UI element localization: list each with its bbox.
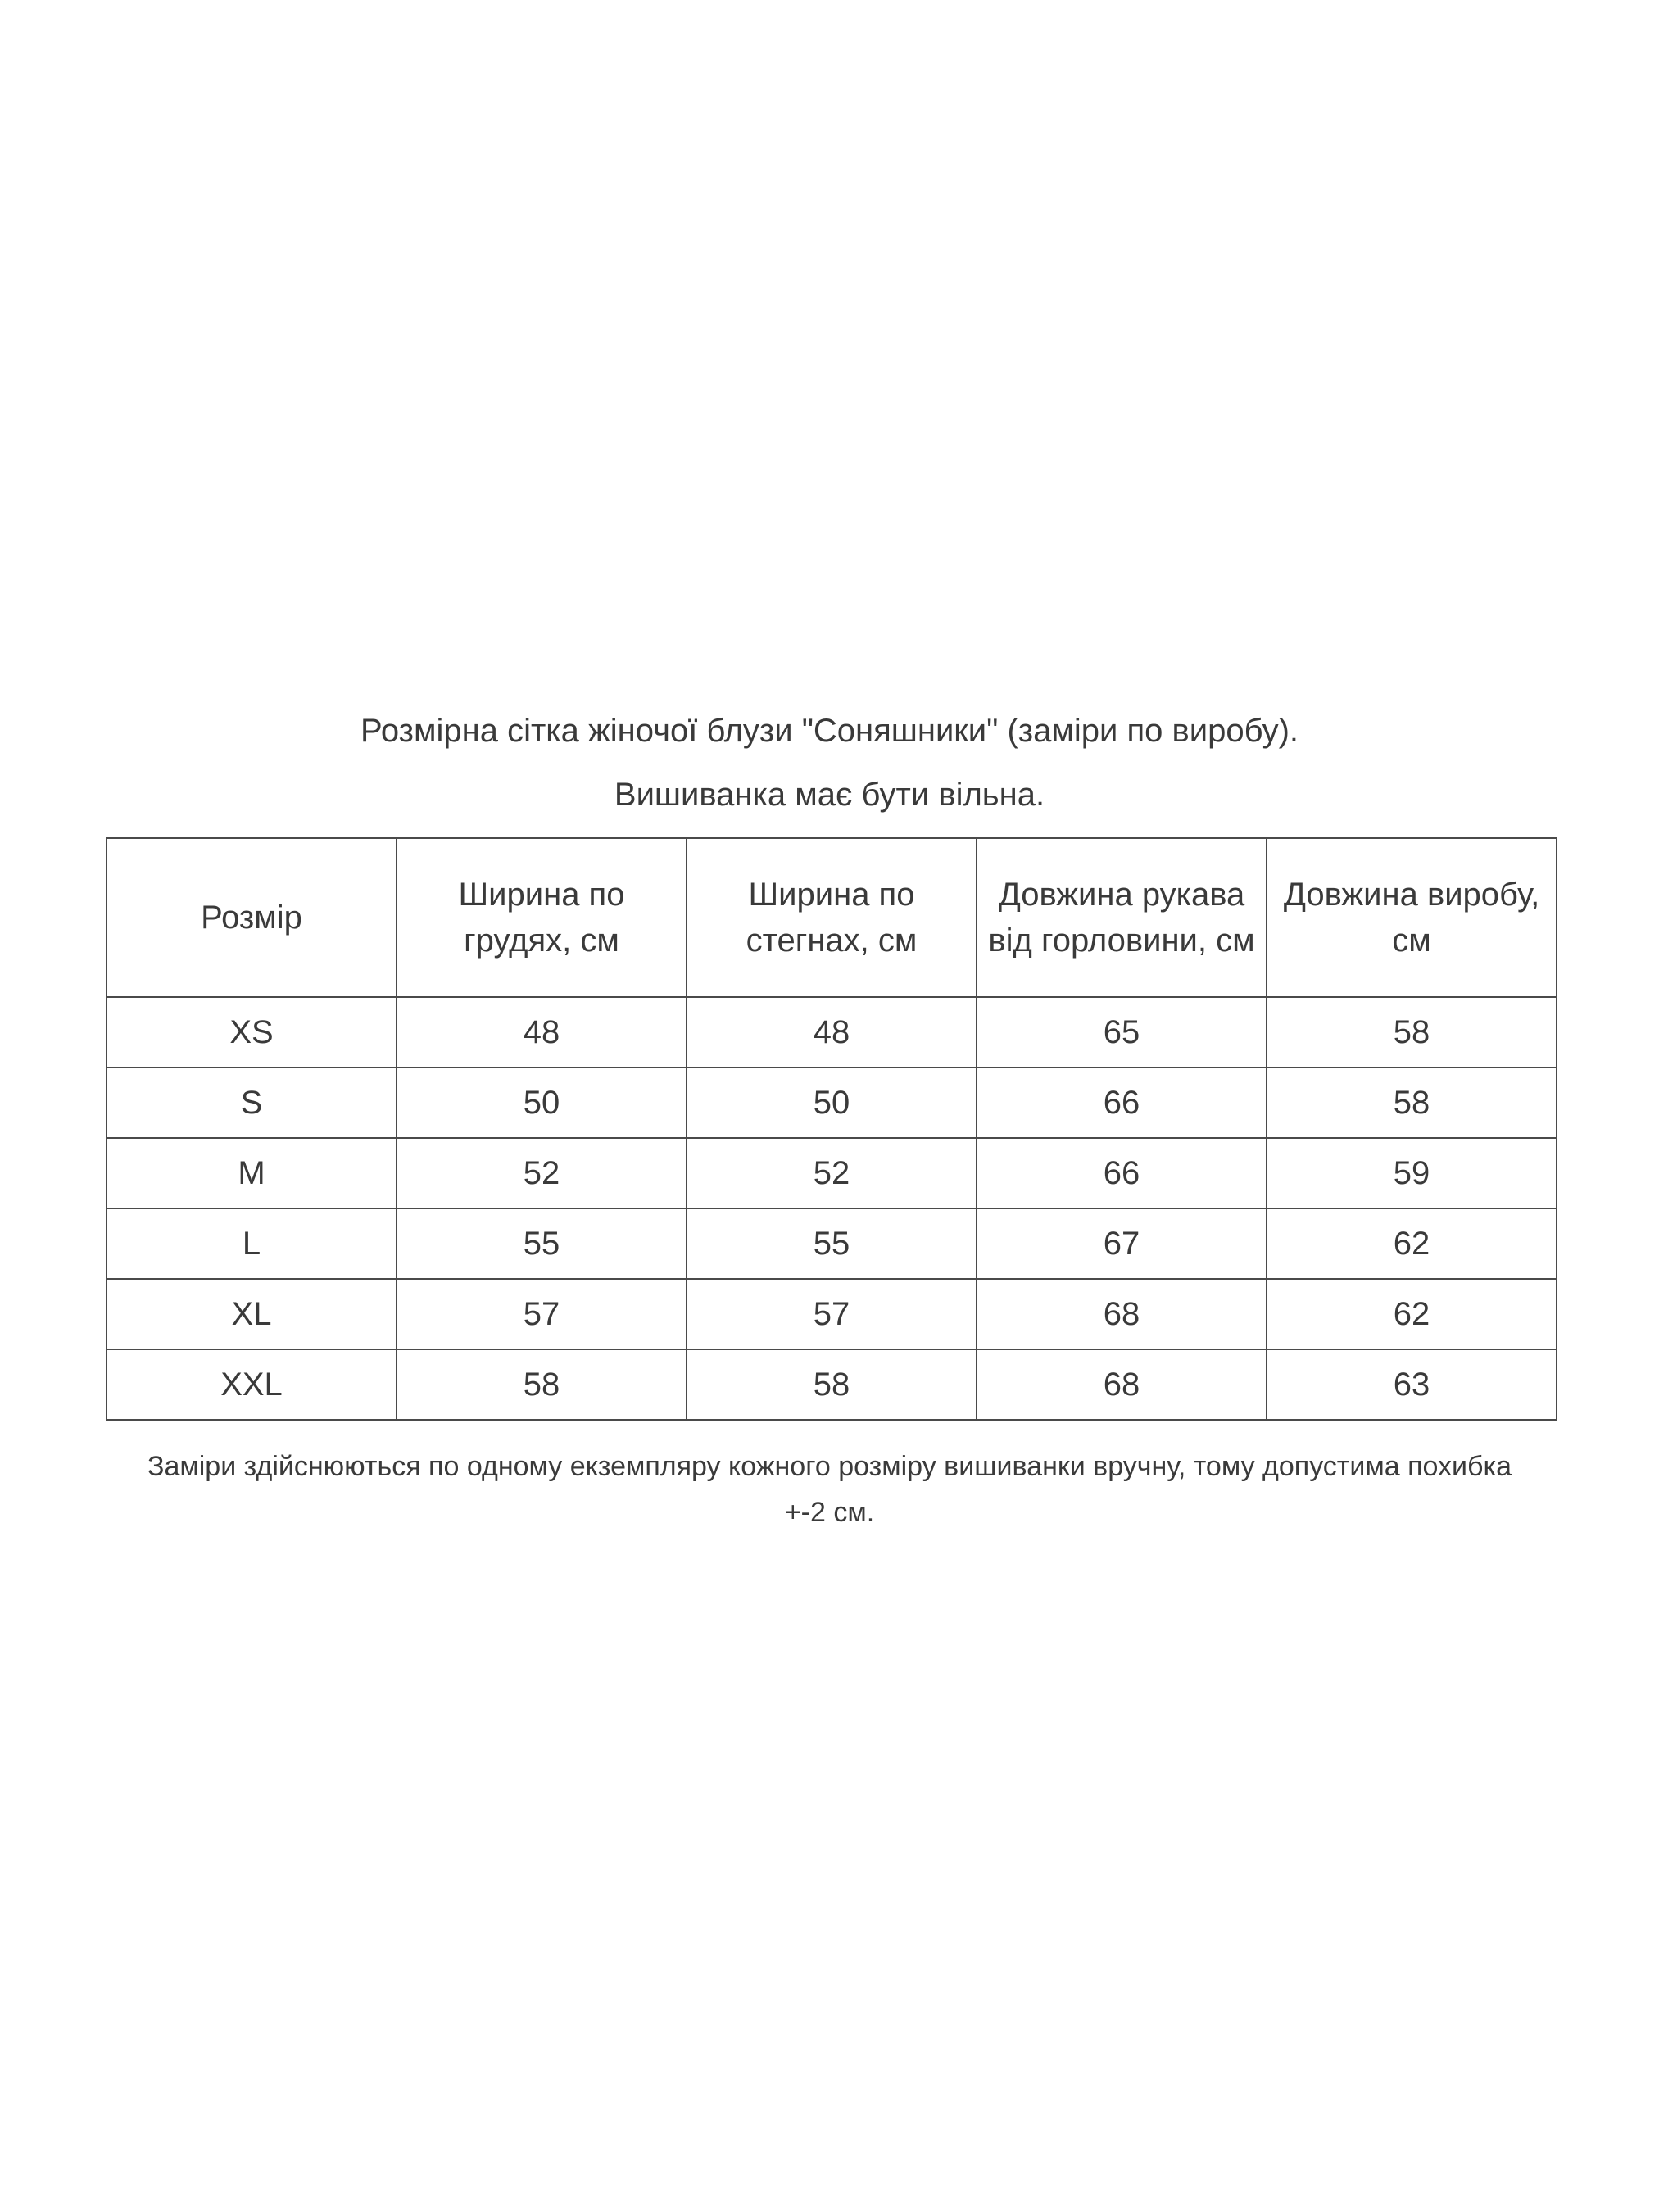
cell-size: XS [107,997,397,1067]
header-size: Розмір [107,838,397,997]
header-hip-width: Ширина по стегнах, см [687,838,977,997]
cell-hip-width: 58 [687,1349,977,1420]
header-sleeve-length: Довжина рукава від горловини, см [977,838,1267,997]
cell-garment-length: 58 [1267,997,1557,1067]
cell-sleeve-length: 68 [977,1349,1267,1420]
cell-hip-width: 48 [687,997,977,1067]
cell-chest-width: 48 [397,997,687,1067]
table-row [107,1208,1557,1279]
cell-hip-width: 55 [687,1208,977,1279]
table-header-row [107,838,1557,997]
table-row [107,1067,1557,1138]
cell-sleeve-length: 67 [977,1208,1267,1279]
cell-size: XXL [107,1349,397,1420]
header-garment-length: Довжина виробу, см [1267,838,1557,997]
cell-hip-width: 50 [687,1067,977,1138]
size-table [106,837,1557,1421]
cell-hip-width: 57 [687,1279,977,1349]
measurement-tolerance-note: Заміри здійснюються по одному екземпляру кожного розміру вишиванки вручну, тому допустима похибка +-2 см. [147,1451,1512,1528]
cell-chest-width: 52 [397,1138,687,1208]
cell-sleeve-length: 65 [977,997,1267,1067]
cell-garment-length: 62 [1267,1208,1557,1279]
cell-garment-length: 62 [1267,1279,1557,1349]
cell-size: S [107,1067,397,1138]
cell-sleeve-length: 66 [977,1138,1267,1208]
cell-size: M [107,1138,397,1208]
cell-size: L [107,1208,397,1279]
table-row [107,1349,1557,1420]
cell-garment-length: 58 [1267,1067,1557,1138]
chart-subtitle: Вишиванка має бути вільна. [614,777,1045,813]
cell-garment-length: 63 [1267,1349,1557,1420]
cell-chest-width: 58 [397,1349,687,1420]
cell-chest-width: 55 [397,1208,687,1279]
cell-size: XL [107,1279,397,1349]
chart-title: Розмірна сітка жіночої блузи "Соняшники" (заміри по виробу). [360,713,1299,749]
cell-chest-width: 57 [397,1279,687,1349]
table-row [107,1138,1557,1208]
cell-chest-width: 50 [397,1067,687,1138]
cell-garment-length: 59 [1267,1138,1557,1208]
cell-sleeve-length: 66 [977,1067,1267,1138]
table-row [107,1279,1557,1349]
cell-hip-width: 52 [687,1138,977,1208]
header-chest-width: Ширина по грудях, см [397,838,687,997]
table-row [107,997,1557,1067]
cell-sleeve-length: 68 [977,1279,1267,1349]
